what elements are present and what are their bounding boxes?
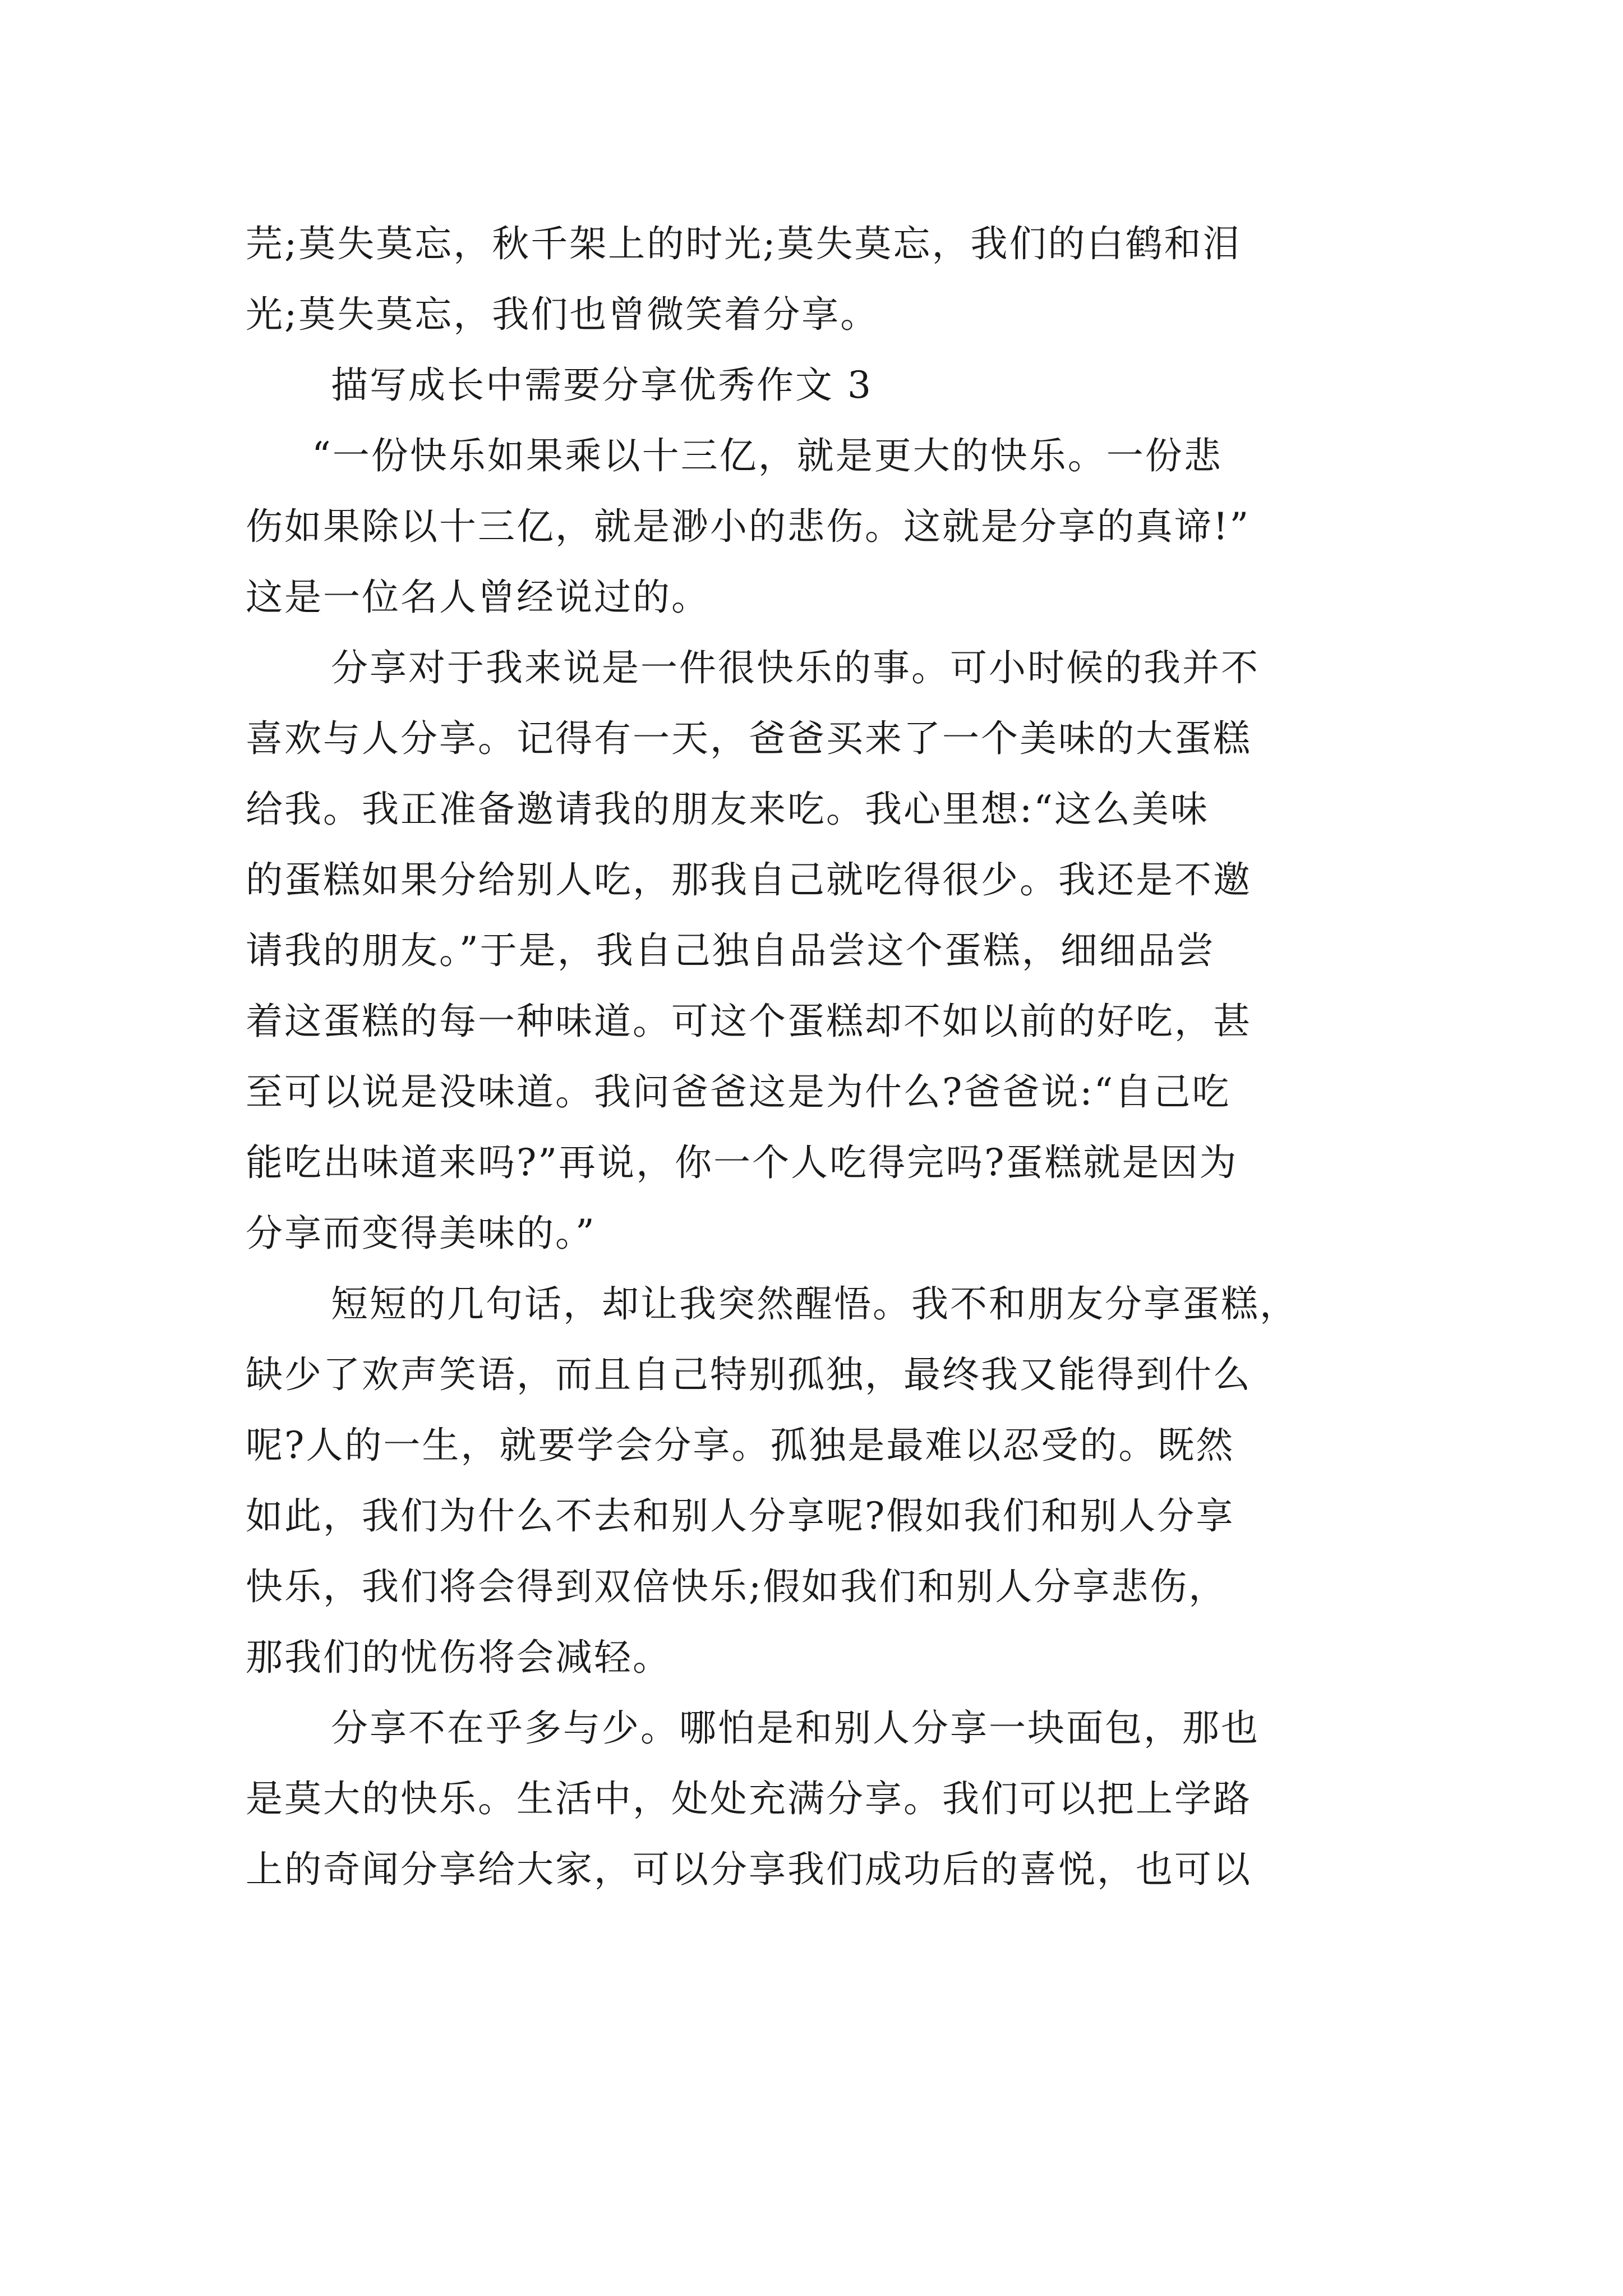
text-line: 如此，我们为什么不去和别人分享呢?假如我们和别人分享: [246, 1494, 1235, 1538]
text-line: 分享不在乎多与少。哪怕是和别人分享一块面包，那也: [331, 1706, 1260, 1750]
text-line: 至可以说是没味道。我问爸爸这是为什么?爸爸说:“自己吃: [246, 1070, 1231, 1114]
text-line: 那我们的忧伤将会减轻。: [246, 1636, 671, 1679]
text-line: 着这蛋糕的每一种味道。可这个蛋糕却不如以前的好吃，甚: [246, 1000, 1252, 1043]
text-line: 喜欢与人分享。记得有一天，爸爸买来了一个美味的大蛋糕: [246, 717, 1252, 760]
text-line: 芫;莫失莫忘，秋千架上的时光;莫失莫忘，我们的白鹤和泪: [246, 222, 1242, 265]
text-line: 分享而变得美味的。”: [246, 1212, 596, 1255]
text-line: 给我。我正准备邀请我的朋友来吃。我心里想:“这么美味: [246, 788, 1209, 831]
text-line: 缺少了欢声笑语，而且自己特别孤独，最终我又能得到什么: [246, 1353, 1252, 1396]
text-line: 请我的朋友。”于是，我自己独自品尝这个蛋糕，细细品尝: [246, 929, 1215, 972]
text-line: 光;莫失莫忘，我们也曾微笑着分享。: [246, 293, 879, 336]
text-line: 短短的几句话，却让我突然醒悟。我不和朋友分享蛋糕，: [331, 1282, 1298, 1326]
text-line: 这是一位名人曾经说过的。: [246, 576, 710, 619]
text-line: 的蛋糕如果分给别人吃，那我自己就吃得很少。我还是不邀: [246, 858, 1252, 901]
text-line: 能吃出味道来吗?”再说，你一个人吃得完吗?蛋糕就是因为: [246, 1141, 1238, 1184]
text-line: 伤如果除以十三亿，就是渺小的悲伤。这就是分享的真谛!”: [246, 505, 1251, 548]
text-line: 上的奇闻分享给大家，可以分享我们成功后的喜悦，也可以: [246, 1848, 1252, 1891]
text-line: “一份快乐如果乘以十三亿，就是更大的快乐。一份悲: [312, 434, 1223, 477]
text-line: 快乐，我们将会得到双倍快乐;假如我们和别人分享悲伤，: [246, 1565, 1228, 1608]
text-line: 呢?人的一生，就要学会分享。孤独是最难以忍受的。既然: [246, 1424, 1235, 1467]
essay-heading: 描写成长中需要分享优秀作文 3: [331, 364, 873, 407]
text-line: 是莫大的快乐。生活中，处处充满分享。我们可以把上学路: [246, 1777, 1252, 1820]
text-line: 分享对于我来说是一件很快乐的事。可小时候的我并不: [331, 646, 1260, 689]
essay-body: [246, 209, 1384, 1905]
